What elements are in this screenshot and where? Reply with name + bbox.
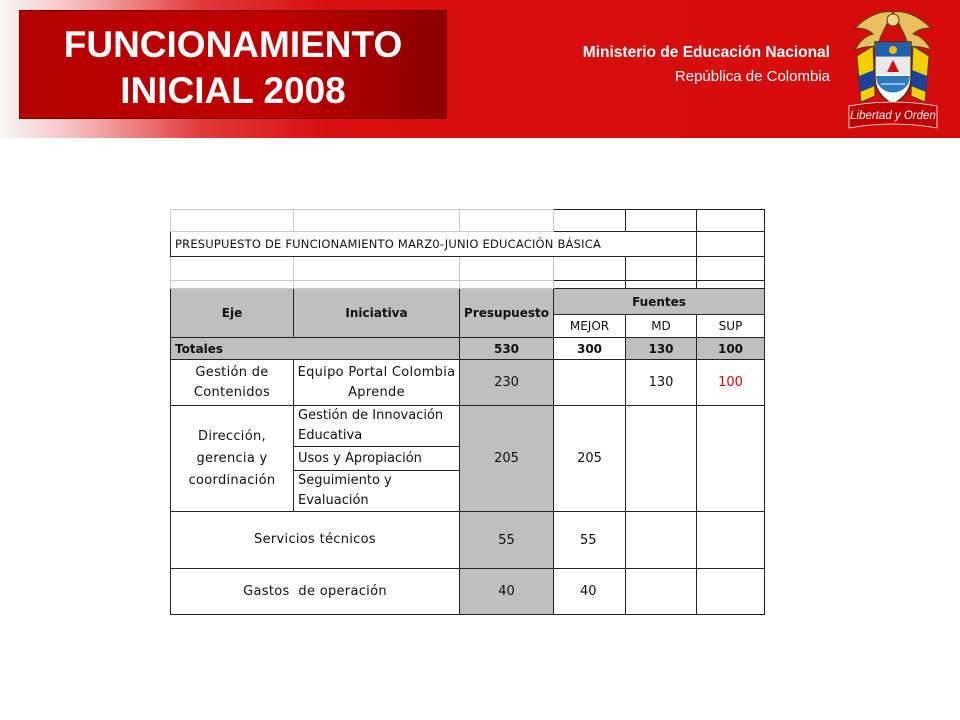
header-band — [0, 0, 960, 138]
totals-sup: 100 — [697, 338, 765, 360]
eje-direccion: Dirección, gerencia y coordinación — [171, 406, 294, 512]
table-row — [171, 360, 765, 406]
sup-gestion-contenidos: 100 — [697, 360, 765, 406]
presupuesto-servicios: 55 — [460, 512, 554, 569]
iniciativa-usos: Usos y Apropiación — [294, 447, 460, 471]
md-gestion-contenidos: 130 — [626, 360, 697, 406]
iniciativa-innovacion: Gestión de Innovación Educativa — [294, 406, 460, 447]
iniciativa-portal: Equipo Portal Colombia Aprende — [294, 360, 460, 406]
presupuesto-direccion: 205 — [460, 406, 554, 512]
budget-table — [170, 209, 765, 615]
table-row — [171, 406, 765, 447]
empty-row — [171, 210, 765, 232]
gastos-operacion: Gastos de operación — [171, 569, 460, 615]
iniciativa-seguimiento: Seguimiento y Evaluación — [294, 471, 460, 512]
header-presupuesto: Presupuesto — [460, 289, 554, 338]
totals-row — [171, 338, 765, 360]
header-row — [171, 289, 765, 315]
header-iniciativa: Iniciativa — [294, 289, 460, 338]
header-sup: SUP — [697, 315, 765, 338]
mejor-gastos: 40 — [554, 569, 626, 615]
header-md: MD — [626, 315, 697, 338]
crest-motto: Libertad y Orden — [850, 110, 936, 122]
slide-title-box — [19, 10, 447, 119]
table-row — [171, 569, 765, 615]
presupuesto-gastos: 40 — [460, 569, 554, 615]
servicios-tecnicos: Servicios técnicos — [171, 512, 460, 569]
ministry-name: Ministerio de Educación Nacional — [582, 44, 830, 61]
slide-title-line-1: FUNCIONAMIENTO — [63, 24, 403, 65]
header-mejor: MEJOR — [554, 315, 626, 338]
slide-title-line-2: INICIAL 2008 — [120, 70, 346, 111]
totals-md: 130 — [626, 338, 697, 360]
totals-label: Totales — [171, 338, 460, 360]
empty-row — [171, 257, 765, 281]
presupuesto-gestion-contenidos: 230 — [460, 360, 554, 406]
totals-presupuesto: 530 — [460, 338, 554, 360]
mejor-servicios: 55 — [554, 512, 626, 569]
totals-mejor: 300 — [554, 338, 626, 360]
empty-row — [171, 281, 765, 289]
mejor-direccion: 205 — [554, 406, 626, 512]
table-row — [171, 512, 765, 569]
country-name: República de Colombia — [674, 68, 830, 85]
table-title-row — [171, 232, 765, 257]
header-eje: Eje — [171, 289, 294, 338]
eje-gestion-contenidos: Gestión de Contenidos — [171, 360, 294, 406]
table-title: PRESUPUESTO DE FUNCIONAMIENTO MARZ0-JUNIO EDUCACIÓN BÁSICA — [171, 232, 697, 257]
header-fuentes: Fuentes — [554, 289, 765, 315]
